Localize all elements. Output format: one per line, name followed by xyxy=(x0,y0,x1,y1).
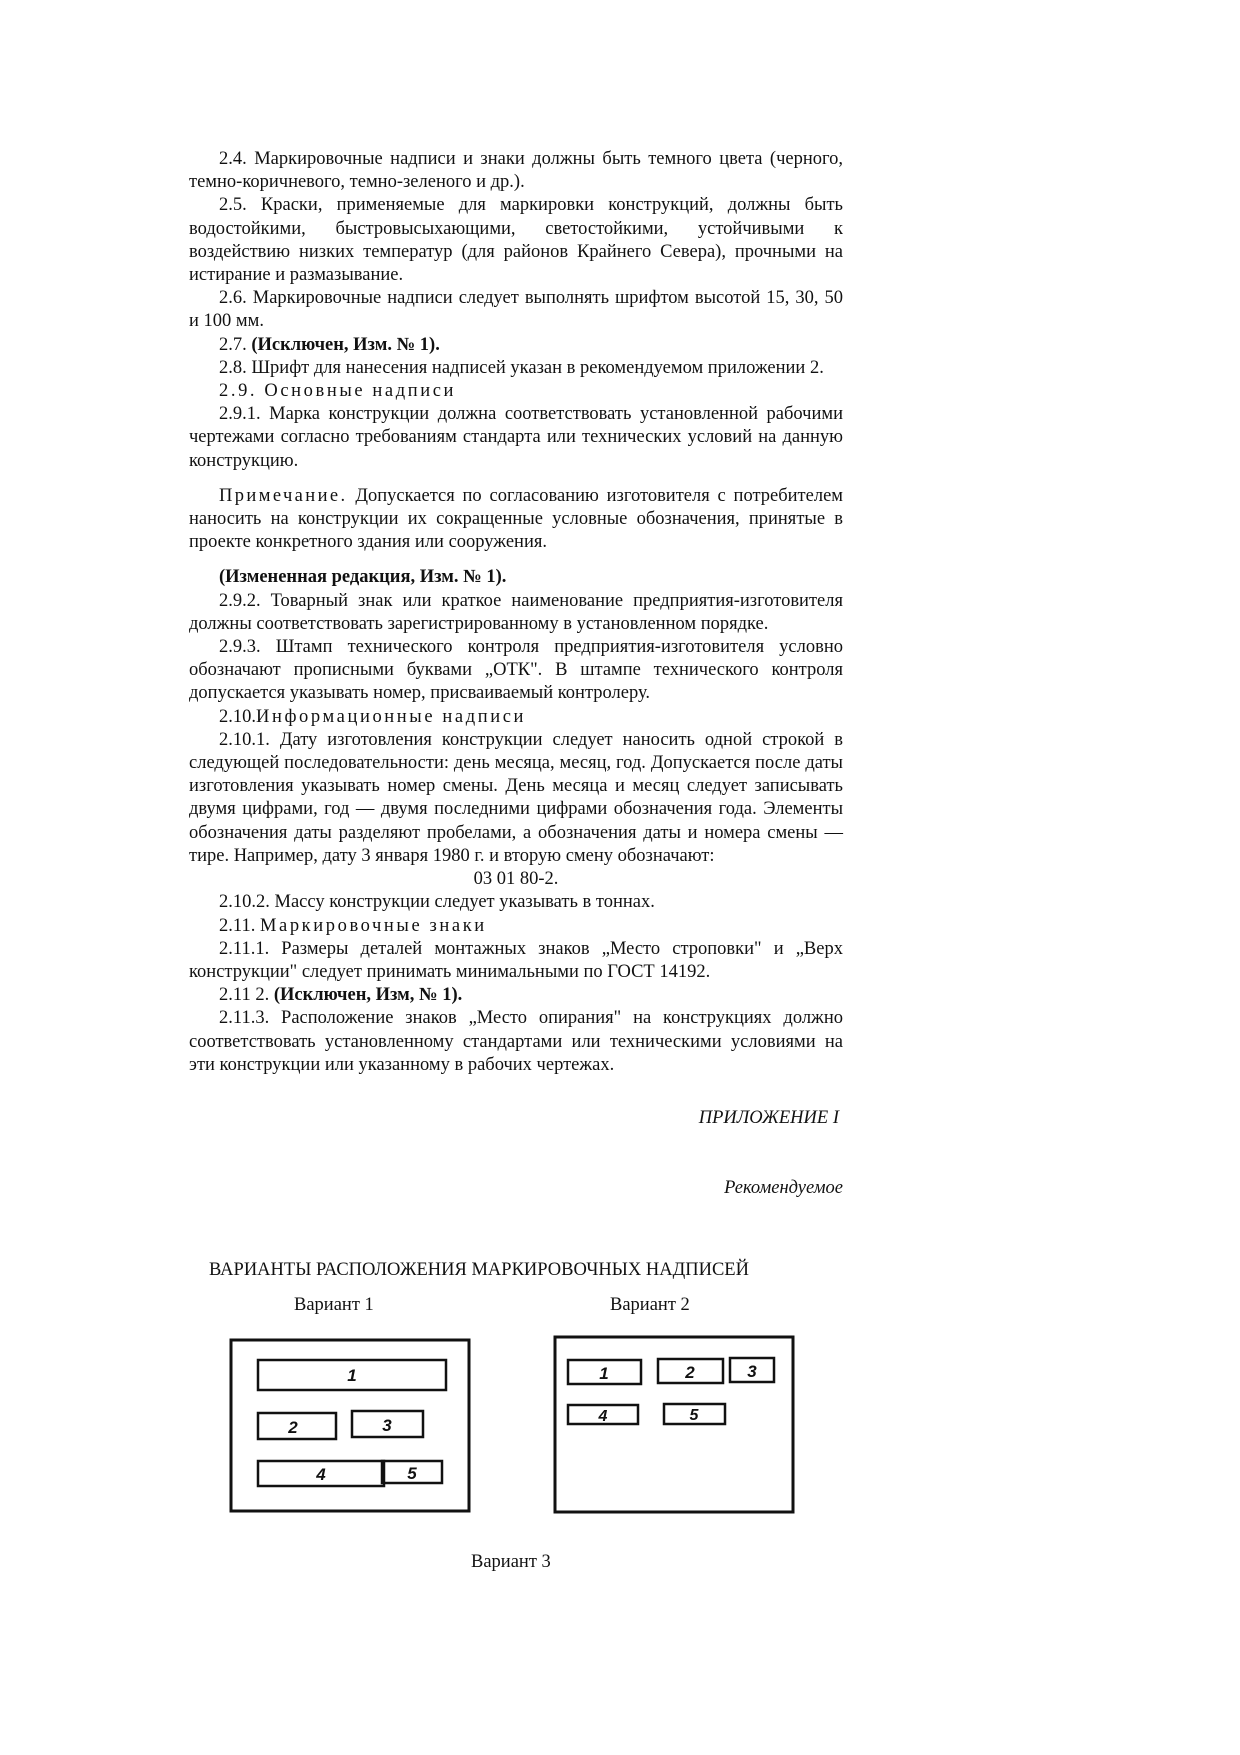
paragraph-2-4: 2.4. Маркировочные надписи и знаки должны быть темного цвета (черного, темно-коричневого, темно-зеленого и др.). xyxy=(189,149,843,193)
paragraph-2-11-2 xyxy=(189,984,843,1007)
paragraph-2-11-2-number: 2.11 2. xyxy=(219,985,274,1006)
heading-2-9-text: Основные надписи xyxy=(264,381,457,402)
variant-1-caption: Вариант 1 xyxy=(294,1295,374,1315)
paragraph-2-7-number: 2.7. xyxy=(219,334,252,355)
heading-2-11-text: Маркировочные знаки xyxy=(259,915,487,936)
v2-label-5: 5 xyxy=(689,1407,699,1424)
paragraph-2-9-1: 2.9.1. Марка конструкции должна соответствовать установленной рабочими чертежами согласно требованиям стандарта или технических условий на данную конструкцию. xyxy=(189,404,843,471)
paragraph-2-6: 2.6. Маркировочные надписи следует выполнять шрифтом высотой 15, 30, 50 и 100 мм. xyxy=(189,288,843,332)
v1-label-5: 5 xyxy=(407,1464,417,1483)
heading-2-9 xyxy=(189,380,843,403)
paragraph-2-5: 2.5. Краски, применяемые для маркировки конструкций, должны быть водостойкими, быстровысыхающими, светостойкими, устойчивыми к воздействию низких температур (для районов Крайнего Севера), прочными на истирание и размазывание. xyxy=(189,195,843,286)
v1-label-3: 3 xyxy=(382,1416,392,1435)
variant-2-caption: Вариант 2 xyxy=(610,1295,690,1315)
heading-2-11-number: 2.11. xyxy=(219,915,260,936)
paragraph-2-10-1: 2.10.1. Дату изготовления конструкции следует наносить одной строкой в следующей последовательности: день месяца, месяц, год. Допускается после даты изготовления указывать номер смены. День месяца и месяц следует записывать двумя цифрами, год — двумя последними цифрами обозначения года. Элементы обозначения даты разделяют пробелами, а обозначения даты и номера смены — тире. Например, дату 3 января 1980 г. и вторую смену обозначают: xyxy=(189,729,843,866)
paragraph-2-7-excluded: (Исключен, Изм. № 1). xyxy=(251,334,440,355)
note-text: Допускается по согласованию изготовителя с потребителем наносить на конструкции их сокращенные условные обозначения, принятые в проекте конкретного здания или сооружения. xyxy=(189,485,843,553)
note xyxy=(189,485,843,555)
v2-label-2: 2 xyxy=(685,1363,695,1382)
paragraph-2-9-2: 2.9.2. Товарный знак или краткое наименование предприятия-изготовителя должны соответствовать зарегистрированному в установленном порядке. xyxy=(189,590,843,634)
heading-2-11 xyxy=(189,915,843,938)
heading-2-10 xyxy=(189,706,843,729)
variant-2-diagram xyxy=(550,1332,800,1520)
paragraph-2-8: 2.8. Шрифт для нанесения надписей указан в рекомендуемом приложении 2. xyxy=(219,357,824,378)
v1-label-2: 2 xyxy=(288,1418,298,1437)
heading-2-10-text: Информационные надписи xyxy=(256,706,527,727)
heading-2-9-number: 2.9. xyxy=(219,381,265,402)
paragraph-2-11-3: 2.11.3. Расположение знаков „Место опирания" на конструкциях должно соответствовать установленному стандартами или техническими условиями на эти конструкции или указанному в рабочих чертежах. xyxy=(189,1008,843,1075)
v1-label-4: 4 xyxy=(316,1465,326,1484)
v2-label-4: 4 xyxy=(598,1408,608,1425)
changed-edition-text: (Измененная редакция, Изм. № 1). xyxy=(219,567,507,588)
variant-1-diagram xyxy=(226,1335,476,1520)
v1-label-1: 1 xyxy=(347,1366,357,1385)
document-page xyxy=(189,148,843,1219)
appendix-status: Рекомендуемое xyxy=(724,1178,843,1199)
appendix-label: ПРИЛОЖЕНИЕ I xyxy=(698,1108,839,1129)
paragraph-2-10-2: 2.10.2. Массу конструкции следует указывать в тоннах. xyxy=(219,892,655,913)
v2-label-1: 1 xyxy=(599,1364,609,1383)
changed-edition xyxy=(189,566,843,589)
paragraph-2-9-3: 2.9.3. Штамп технического контроля предприятия-изготовителя условно обозначают прописными буквами „ОТК". В штампе технического контроля допускается указывать номер, присваиваемый контролеру. xyxy=(189,637,843,704)
v2-label-3: 3 xyxy=(747,1362,757,1381)
paragraph-2-7 xyxy=(189,334,843,357)
variant-3-caption: Вариант 3 xyxy=(471,1552,551,1572)
date-example: 03 01 80-2. xyxy=(473,869,559,890)
paragraph-2-11-1: 2.11.1. Размеры деталей монтажных знаков „Место строповки" и „Верх конструкции" следует принимать минимальными по ГОСТ 14192. xyxy=(189,938,843,982)
appendix-title: ВАРИАНТЫ РАСПОЛОЖЕНИЯ МАРКИРОВОЧНЫХ НАДПИСЕЙ xyxy=(209,1260,749,1280)
heading-2-10-number: 2.10. xyxy=(219,706,256,727)
note-label: Примечание. xyxy=(219,485,348,506)
paragraph-2-11-2-excluded: (Исключен, Изм, № 1). xyxy=(273,985,463,1006)
